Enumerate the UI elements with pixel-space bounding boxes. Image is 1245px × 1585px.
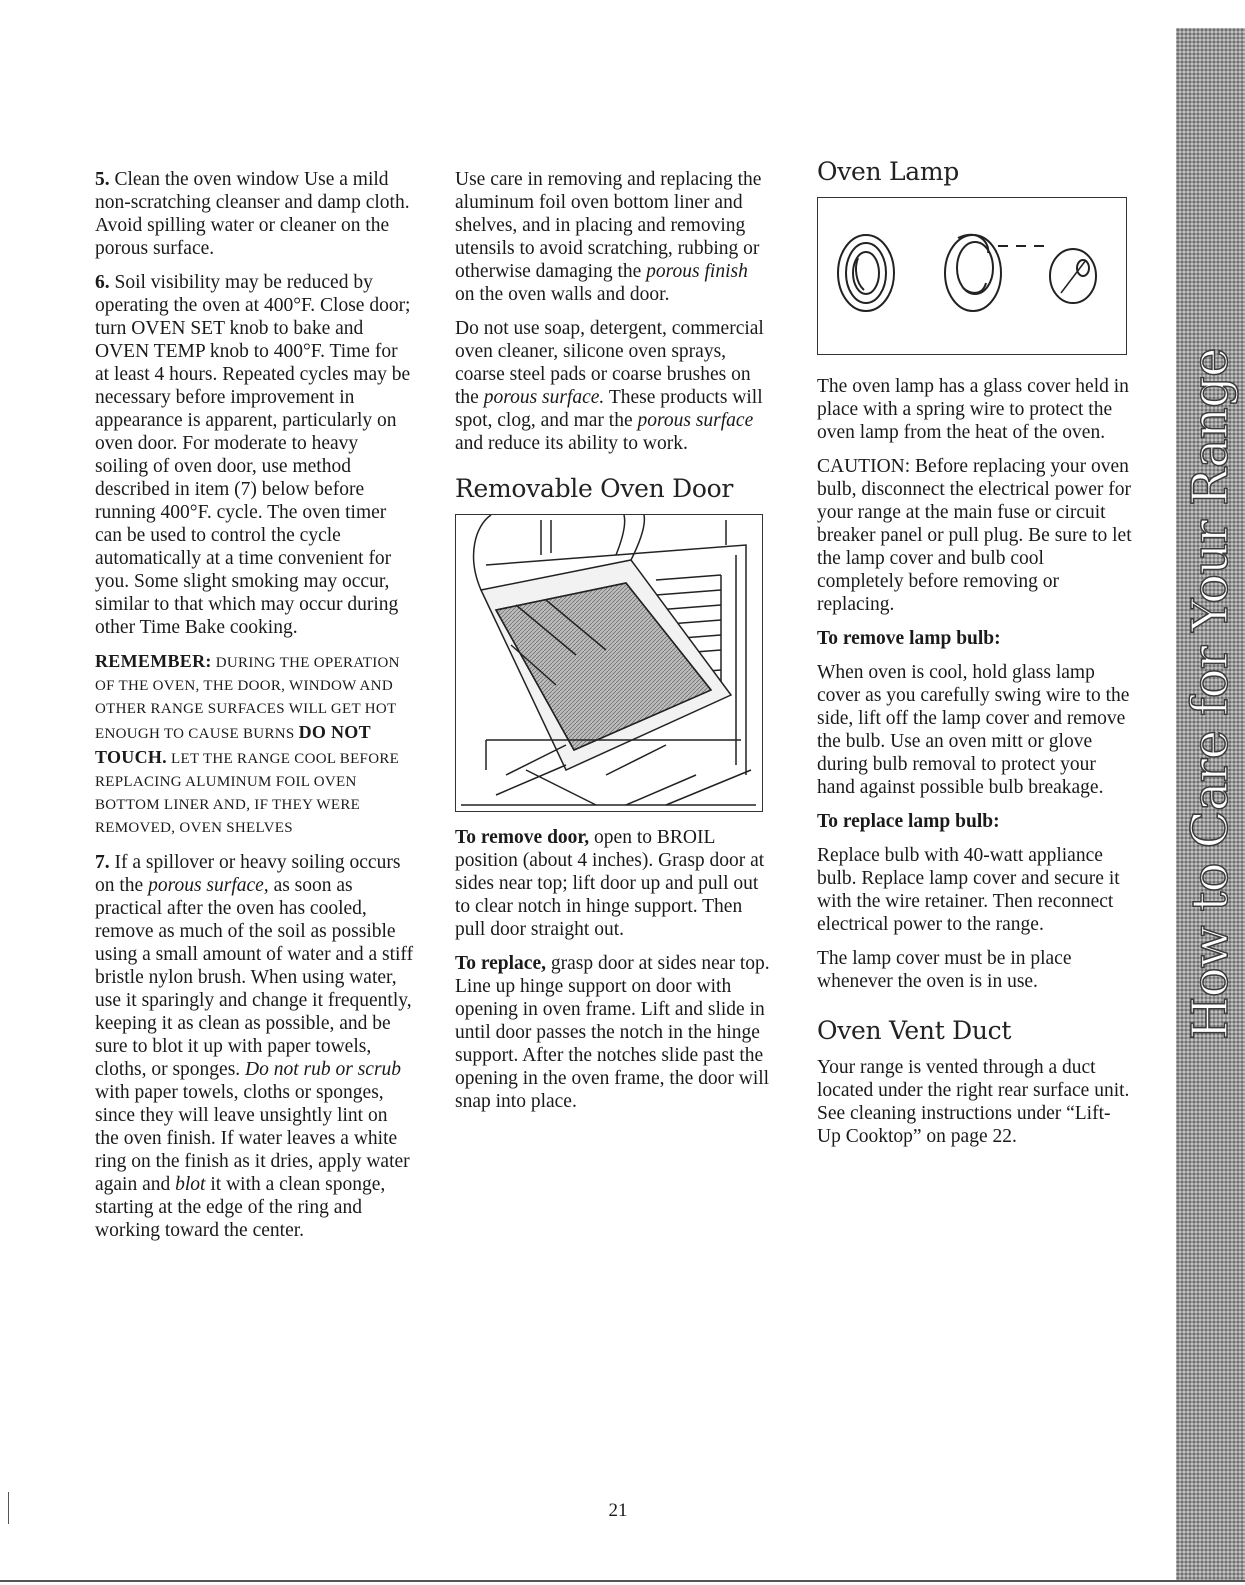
step-5-paragraph [95,168,415,260]
step-6-paragraph [95,271,415,639]
step-7-emphasis-1: porous surface, [148,875,269,896]
remember-text-1: DURING THE OPERATION OF THE OVEN, THE DOOR, WINDOW AND OTHER RANGE SURFACES WILL GET HOT ENOUGH TO CAUSE BURNS [95,655,400,742]
do-not-use-text-b: These products will spot, clog, and mar the [455,387,763,431]
vent-duct-text: Your range is vented through a duct located under the right rear surface unit. See cleaning instructions under “Lift-Up Cooktop” on page 22. [817,1057,1130,1147]
remember-warning [95,650,415,840]
replace-bulb-text: Replace bulb with 40-watt appliance bulb. Replace lamp cover and secure it with the wire retainer. Then reconnect electrical power to the range. [817,845,1120,935]
step-7-text-a: If a spillover or heavy soiling occurs on the [95,852,401,896]
bottom-divider [0,1580,1245,1582]
step-7-paragraph [95,851,415,1242]
step-6-number: 6. [95,272,110,293]
care-emphasis: porous finish [646,261,748,282]
remember-do-not-touch: DO NOT TOUCH. [95,722,371,767]
oven-vent-duct-heading: Oven Vent Duct [817,1016,1012,1045]
remember-text-2: LET THE RANGE COOL BEFORE REPLACING ALUMINUM FOIL OVEN BOTTOM LINER AND, IF THEY WERE REMOVED, OVEN SHELVES [95,751,400,836]
lamp-cover-note: The lamp cover must be in place whenever the oven is in use. [817,948,1072,992]
oven-lamp-illustration [817,197,1127,355]
middle-column [455,168,770,1124]
do-not-use-paragraph [455,317,770,455]
removable-oven-door-heading: Removable Oven Door [455,474,734,503]
oven-door-drawing [456,515,761,810]
step-6-text: Soil visibility may be reduced by operating the oven at 400°F. Close door; turn OVEN SET knob to bake and OVEN TEMP knob to 400°F. Time for at least 4 hours. Repeated cycles may be necessary before improvement in appearance is apparent, particularly on oven door. For moderate to heavy soiling of oven door, use method described in item (7) below before running 400°F. cycle. The oven timer can be used to control the cycle automatically at a time convenient for you. Some slight smoking may occur, similar to that which may occur during other Time Bake cooking. [95,272,411,638]
do-not-use-emphasis-2: porous surface [637,410,754,431]
section-side-tab-title: How to Care for Your Range [1181,348,1239,1040]
step-7-text-c: with paper towels, cloths or sponges, since they will leave unsightly lint on the oven finish. If water leaves a white ring on the finish as it dries, apply water again and [95,1082,410,1195]
care-text-a: Use care in removing and replacing the aluminum foil oven bottom liner and shelves, and in placing and removing utensils to avoid scratching, rubbing or otherwise damaging the [455,169,762,282]
oven-lamp-heading: Oven Lamp [817,157,959,186]
care-paragraph [455,168,770,306]
remove-door-text: open to BROIL position (about 4 inches). Grasp door at sides near top; lift door up and pull out to clear notch in hinge support. Then pull door straight out. [455,827,765,940]
lamp-drawing [818,198,1124,352]
do-not-use-text-a: Do not use soap, detergent, commercial oven cleaner, silicone oven sprays, coarse steel pads or coarse brushes on the [455,318,764,408]
step-7-text-d: it with a clean sponge, starting at the edge of the ring and working toward the center. [95,1174,386,1241]
remove-bulb-heading: To remove lamp bulb: [817,628,1001,649]
remove-door-paragraph [455,826,770,941]
page-number: 21 [608,1500,628,1521]
left-column [95,168,415,1253]
care-text-b: on the oven walls and door. [455,284,670,305]
replace-door-text: grasp door at sides near top. Line up hinge support on door with opening in oven frame. Lift and slide in until door passes the notch in the hinge support. After the notches slide past the opening in the oven frame, the door will snap into place. [455,953,770,1112]
step-5-text: Clean the oven window Use a mild non-scratching cleanser and damp cloth. Avoid spilling water or cleaner on the porous surface. [95,169,410,259]
lamp-description: The oven lamp has a glass cover held in place with a spring wire to protect the oven lamp from the heat of the oven. [817,376,1129,443]
oven-door-illustration [455,514,763,812]
remove-bulb-text: When oven is cool, hold glass lamp cover as you carefully swing wire to the side, lift off the lamp cover and remove the bulb. Use an oven mitt or glove during bulb removal to protect your hand against possible bulb breakage. [817,662,1130,798]
step-7-text-b: as soon as practical after the oven has cooled, remove as much of the soil as possible using a small amount of water and a stiff bristle nylon brush. When using water, use it sparingly and change it frequently, keeping it as clean as possible, and be sure to blot it up with paper towels, cloths, or sponges. [95,875,414,1080]
remember-lead: REMEMBER: [95,651,212,671]
replace-door-paragraph [455,952,770,1113]
replace-door-lead: To replace, [455,953,546,974]
do-not-use-emphasis-1: porous surface. [483,387,605,408]
step-5-number: 5. [95,169,110,190]
replace-bulb-heading: To replace lamp bulb: [817,811,1000,832]
step-7-emphasis-2: Do not rub or scrub [245,1059,402,1080]
lamp-caution: CAUTION: Before replacing your oven bulb, disconnect the electrical power for your range at the main fuse or circuit breaker panel or pull plug. Be sure to let the lamp cover and bulb cool completely before removing or replacing. [817,456,1132,615]
do-not-use-text-c: and reduce its ability to work. [455,433,688,454]
step-7-number: 7. [95,852,110,873]
step-7-emphasis-3: blot [175,1174,206,1195]
right-column [817,157,1132,1159]
remove-door-lead: To remove door, [455,827,590,848]
